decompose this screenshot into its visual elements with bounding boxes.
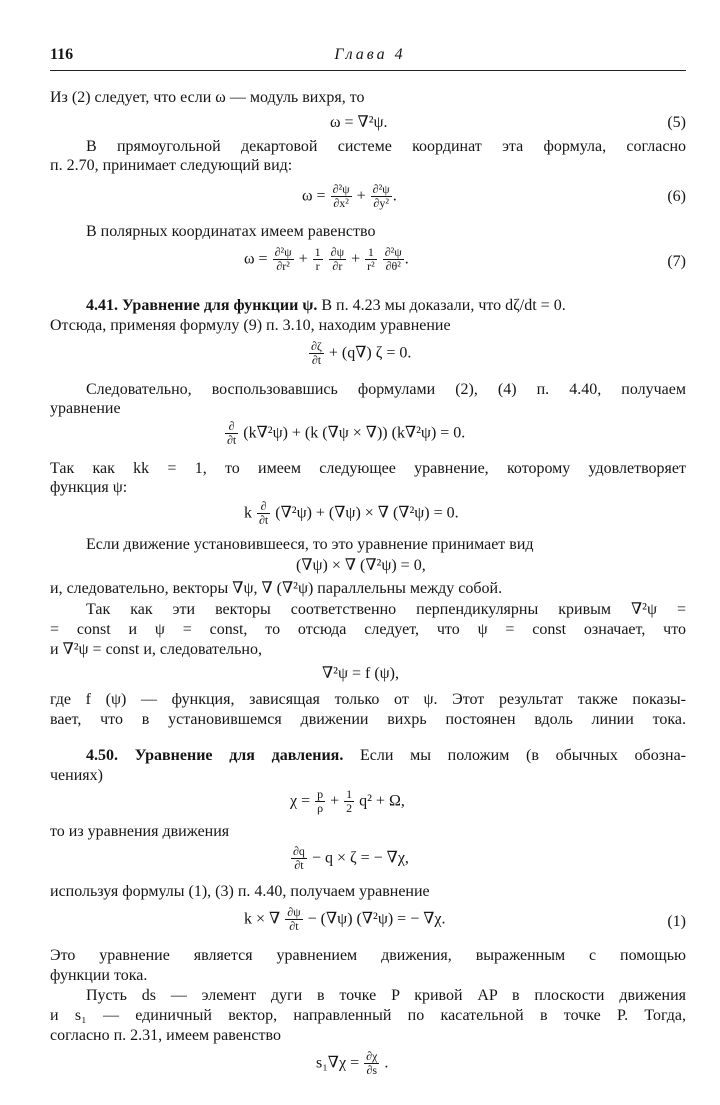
text-line: Так как эти векторы соответственно перпендикулярны кривым ∇²ψ = bbox=[86, 601, 686, 618]
equation-i: s₁∇χ = $\frac{\partial\chi}{\partial s}$ . bbox=[316, 1049, 389, 1078]
fraction bbox=[273, 246, 294, 273]
frac-num: 1 bbox=[346, 787, 353, 801]
frac-den: ∂r² bbox=[276, 259, 290, 274]
frac-den: ∂y² bbox=[373, 196, 389, 211]
text-line: где f (ψ) — функция, зависящая только от ψ. Этот результат также показы- bbox=[50, 691, 686, 708]
text-line: и ∇²ψ = const и, следовательно, bbox=[50, 641, 262, 658]
eq-term: χ = bbox=[290, 792, 311, 810]
header-rule bbox=[50, 70, 686, 71]
fraction bbox=[365, 246, 377, 273]
frac-num: 1 bbox=[314, 245, 321, 259]
frac-den: ∂x² bbox=[333, 196, 349, 211]
text-line: Из (2) следует, что если ω — модуль вихря, то bbox=[50, 89, 365, 106]
text-run: Если мы положим (в обычных обозна- bbox=[360, 747, 686, 764]
fraction bbox=[329, 246, 346, 273]
frac-den: ∂t bbox=[289, 919, 299, 934]
fraction bbox=[257, 500, 270, 527]
text-line: чениях) bbox=[50, 767, 103, 784]
frac-num: ∂χ bbox=[366, 1049, 378, 1063]
fraction bbox=[313, 246, 323, 273]
equation-g bbox=[290, 845, 409, 872]
equation-h bbox=[244, 906, 445, 933]
text-line: Так как kk = 1, то имеем следующее уравнение, которому удовлетворяет bbox=[50, 460, 686, 477]
frac-num: ∂q bbox=[293, 844, 305, 858]
fraction bbox=[383, 246, 404, 273]
text-line: и s₁ — единичный вектор, направленный по касательной в точке P. Тогда, bbox=[50, 1007, 686, 1024]
frac-num: ∂²ψ bbox=[332, 182, 350, 196]
frac-den: ∂t bbox=[311, 353, 322, 368]
text-line: Отсюда, применяя формулу (9) п. 3.10, находим уравнение bbox=[50, 317, 451, 334]
fraction bbox=[315, 788, 325, 815]
eq-term: − (∇ψ) (∇²ψ) = − ∇χ. bbox=[307, 910, 446, 928]
text-line: вает, что в установившемся движении вихрь постоянен вдоль линии тока. bbox=[50, 711, 686, 728]
frac-num: ∂²ψ bbox=[384, 245, 402, 259]
frac-num: ∂²ψ bbox=[372, 182, 390, 196]
frac-den: ∂r bbox=[332, 259, 343, 274]
frac-num: 1 bbox=[365, 246, 377, 260]
text-line: согласно п. 2.31, имеем равенство bbox=[50, 1027, 281, 1044]
eq-term: ω = bbox=[302, 187, 326, 205]
text-line: используя формулы (1), (3) п. 4.40, получаем уравнение bbox=[50, 883, 430, 900]
frac-den: ∂t bbox=[294, 858, 304, 873]
text-line: В полярных координатах имеем равенство bbox=[86, 223, 376, 240]
frac-den: ∂s bbox=[366, 1063, 378, 1078]
frac-num: ∂ψ bbox=[287, 905, 301, 919]
text-line: функции тока. bbox=[50, 967, 148, 984]
eq-term: k × ∇ bbox=[244, 910, 281, 928]
eq-term: ω = bbox=[244, 250, 268, 268]
frac-num: ∂ψ bbox=[330, 245, 345, 259]
frac-den: r² bbox=[367, 259, 375, 274]
text-run: В п. 4.23 мы доказали, что dζ/dt = 0. bbox=[321, 297, 566, 314]
equation-vorticity bbox=[308, 340, 411, 367]
equation-number: (5) bbox=[667, 114, 686, 131]
equation-7: ω = $\frac{\text{∂²ψ}}{\text{∂r²}}$ + $\frac{1}{r}$ $\frac{\partial\psi}{\partial r}$ + $\frac{1}{\text{r²}}$ $\frac{\text{∂²ψ}}{\text{∂θ²}}$ . bbox=[244, 245, 409, 274]
equation-d: (∇ψ) × ∇ (∇²ψ) = 0, bbox=[296, 557, 426, 574]
text-line: и, следовательно, векторы ∇ψ, ∇ (∇²ψ) параллельны между собой. bbox=[50, 580, 503, 597]
eq-term: (∇²ψ) + (∇ψ) × ∇ (∇²ψ) = 0. bbox=[275, 504, 459, 522]
section-title: 4.50. Уравнение для давления. bbox=[86, 747, 344, 764]
section-4-50-line bbox=[86, 746, 686, 766]
eq-term: − q × ζ = − ∇χ, bbox=[311, 849, 409, 867]
equation-c bbox=[244, 500, 459, 527]
text-line: В прямоугольной декартовой системе координат эта формула, согласно bbox=[86, 138, 686, 155]
eq-term: + (q∇) ζ = 0. bbox=[328, 344, 412, 362]
frac-num: ∂²ψ bbox=[274, 245, 292, 259]
frac-num: p bbox=[317, 787, 324, 801]
frac-num: ∂ bbox=[257, 500, 270, 514]
eq-term: (k∇²ψ) + (k (∇ψ × ∇)) (k∇²ψ) = 0. bbox=[243, 424, 466, 442]
text-line: Следовательно, воспользовавшись формулами (2), (4) п. 4.40, получаем bbox=[86, 381, 686, 398]
eq-term: s₁∇χ = bbox=[316, 1054, 360, 1072]
section-4-41-line bbox=[86, 296, 686, 316]
page-number: 116 bbox=[50, 46, 74, 63]
equation-e: ∇²ψ = f (ψ), bbox=[322, 665, 400, 682]
fraction bbox=[371, 183, 392, 210]
section-title: 4.41. Уравнение для функции ψ. bbox=[86, 297, 318, 314]
text-line: то из уравнения движения bbox=[50, 823, 230, 840]
frac-den: ∂θ² bbox=[385, 259, 401, 274]
fraction bbox=[344, 788, 354, 815]
frac-num: ∂ bbox=[225, 420, 238, 434]
frac-den: 2 bbox=[346, 801, 353, 816]
fraction bbox=[331, 183, 352, 210]
eq-term: q² + Ω, bbox=[359, 792, 405, 810]
frac-num: ∂ζ bbox=[311, 339, 322, 353]
text-line: Если движение установившееся, то это уравнение принимает вид bbox=[86, 536, 534, 553]
equation-f: χ = $\frac{p}{\rho}$ + $\frac{1}{2}$ q² + Ω, bbox=[290, 787, 405, 816]
frac-den: r bbox=[315, 259, 320, 274]
text-line: Пусть ds — элемент дуги в точке P кривой AP в плоскости движения bbox=[86, 987, 686, 1004]
running-head: Глава 4 bbox=[334, 46, 406, 63]
frac-den: ∂t bbox=[259, 513, 269, 528]
equation-5: ω = ∇²ψ. bbox=[330, 114, 388, 131]
equation-number: (7) bbox=[667, 253, 686, 270]
equation-number: (6) bbox=[667, 188, 686, 205]
text-line: функция ψ: bbox=[50, 479, 128, 496]
fraction bbox=[364, 1050, 379, 1077]
fraction bbox=[285, 906, 302, 933]
fraction bbox=[309, 340, 324, 367]
text-line: Это уравнение является уравнением движения, выраженным с помощью bbox=[50, 947, 686, 964]
text-line: п. 2.70, принимает следующий вид: bbox=[50, 157, 293, 174]
frac-den: ∂t bbox=[227, 433, 237, 448]
eq-term: k bbox=[244, 504, 252, 522]
equation-6: ω = $\frac{\text{∂²ψ}}{\text{∂x²}}$ + $\frac{\text{∂²ψ}}{\text{∂y²}}$ . bbox=[302, 182, 397, 211]
equation-b bbox=[224, 420, 465, 447]
equation-number: (1) bbox=[667, 913, 686, 930]
text-line: = const и ψ = const, то отсюда следует, что ψ = const означает, что bbox=[50, 621, 686, 638]
text-line: уравнение bbox=[50, 400, 121, 417]
frac-den: ρ bbox=[317, 801, 324, 816]
fraction bbox=[225, 420, 238, 447]
fraction bbox=[291, 845, 307, 872]
